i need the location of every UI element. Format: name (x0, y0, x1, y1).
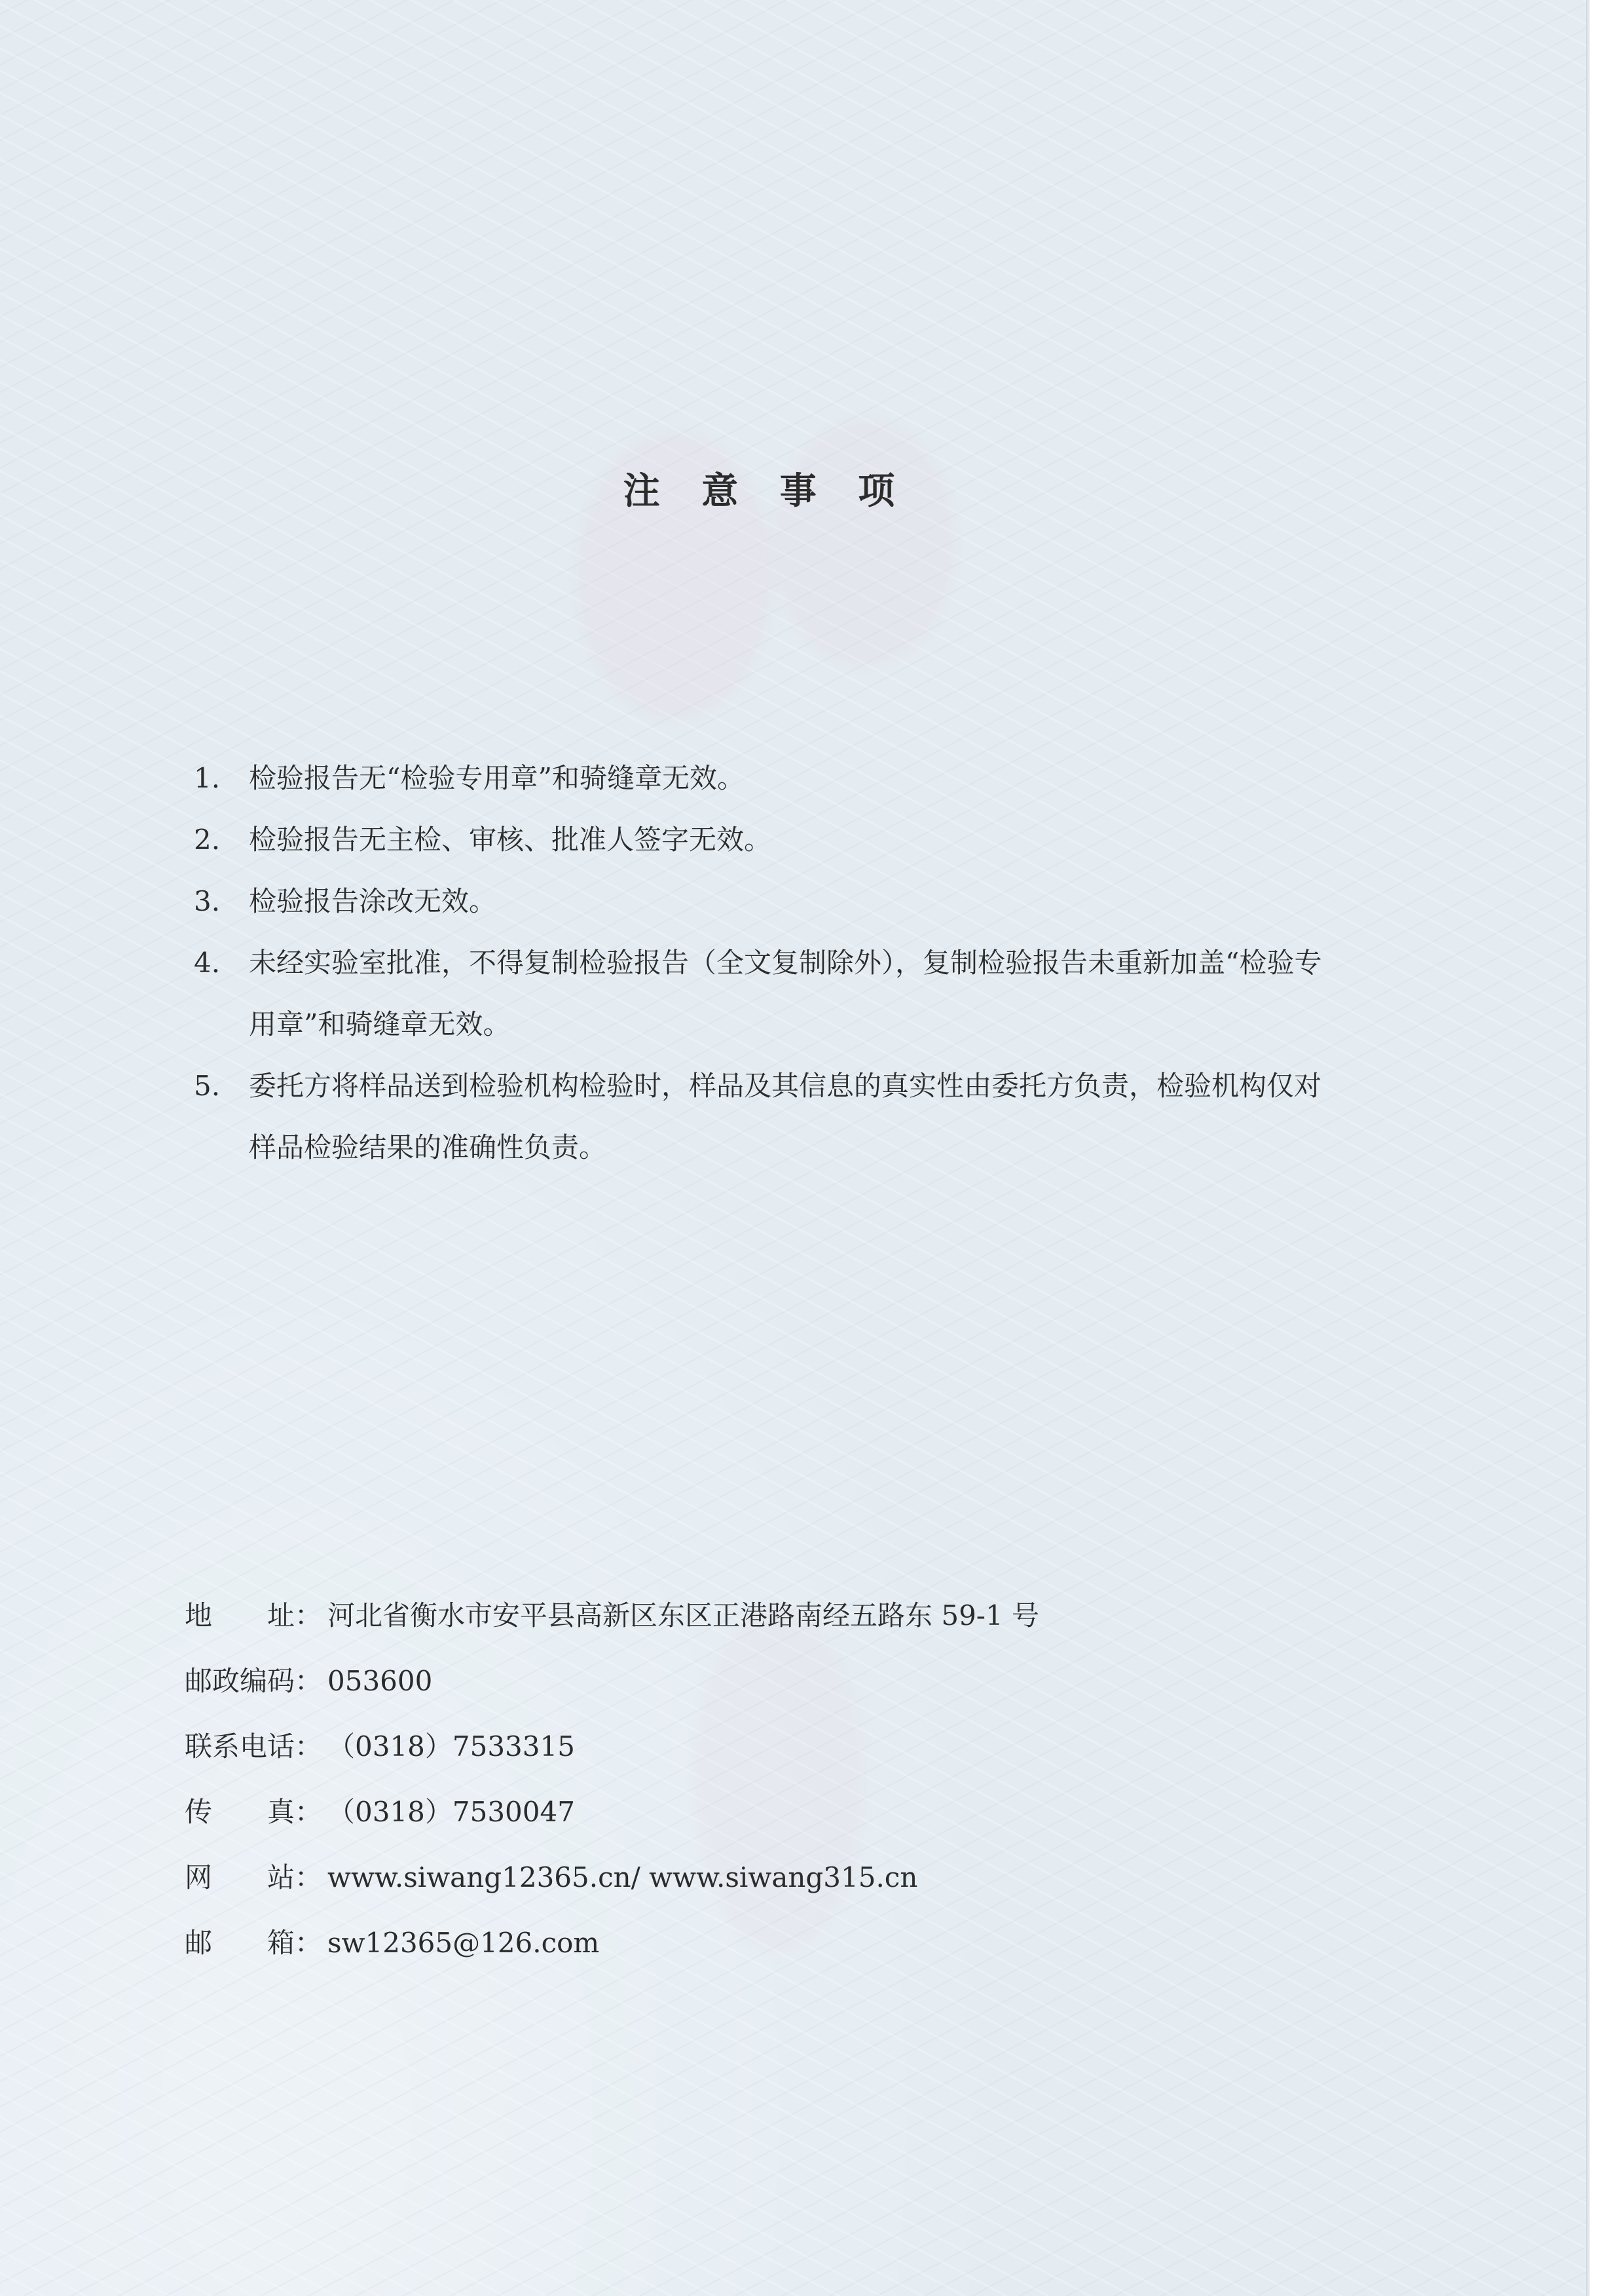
fax-label: 传 真： (185, 1796, 323, 1828)
notes-list (194, 748, 1346, 1178)
website-value: www.siwang12365.cn/ www.siwang315.cn (327, 1861, 918, 1893)
email-label: 邮 箱： (185, 1927, 323, 1959)
address-row (185, 1583, 1298, 1649)
note-text: 检验报告涂改无效。 (249, 885, 497, 917)
website-label: 网 站： (185, 1861, 323, 1893)
note-item (194, 932, 1346, 1055)
note-text: 检验报告无主检、审核、批准人签字无效。 (249, 824, 772, 856)
note-item (194, 1055, 1346, 1178)
address-value: 河北省衡水市安平县高新区东区正港路南经五路东 59-1 号 (327, 1599, 1040, 1631)
postcode-value: 053600 (327, 1665, 433, 1697)
faint-seal-watermark (773, 419, 956, 668)
note-number: 5. (194, 1070, 221, 1102)
fax-value: （0318）7530047 (327, 1796, 575, 1828)
note-item (194, 809, 1346, 871)
note-text: 未经实验室批准，不得复制检验报告（全文复制除外），复制检验报告未重新加盖“检验专用章”和骑缝章无效。 (249, 947, 1322, 1040)
note-text: 检验报告无“检验专用章”和骑缝章无效。 (249, 762, 745, 794)
note-number: 1. (194, 762, 221, 794)
phone-value: （0318）7533315 (327, 1730, 575, 1762)
paper-edge (1586, 0, 1590, 2296)
note-number: 4. (194, 947, 221, 979)
note-text: 委托方将样品送到检验机构检验时，样品及其信息的真实性由委托方负责，检验机构仅对样品检验结果的准确性负责。 (249, 1070, 1322, 1163)
website-row (185, 1845, 1298, 1910)
note-item (194, 748, 1346, 809)
address-label: 地 址： (185, 1599, 323, 1631)
note-item (194, 871, 1346, 932)
postcode-row (185, 1649, 1298, 1714)
phone-row (185, 1714, 1298, 1779)
postcode-label: 邮政编码： (185, 1665, 323, 1697)
phone-label: 联系电话： (185, 1730, 323, 1762)
email-row (185, 1910, 1298, 1976)
note-number: 3. (194, 885, 221, 917)
email-value: sw12365@126.com (327, 1927, 600, 1959)
contact-info (185, 1583, 1298, 1976)
fax-row (185, 1779, 1298, 1845)
note-number: 2. (194, 824, 221, 856)
page-title: 注 意 事 项 (623, 469, 910, 513)
